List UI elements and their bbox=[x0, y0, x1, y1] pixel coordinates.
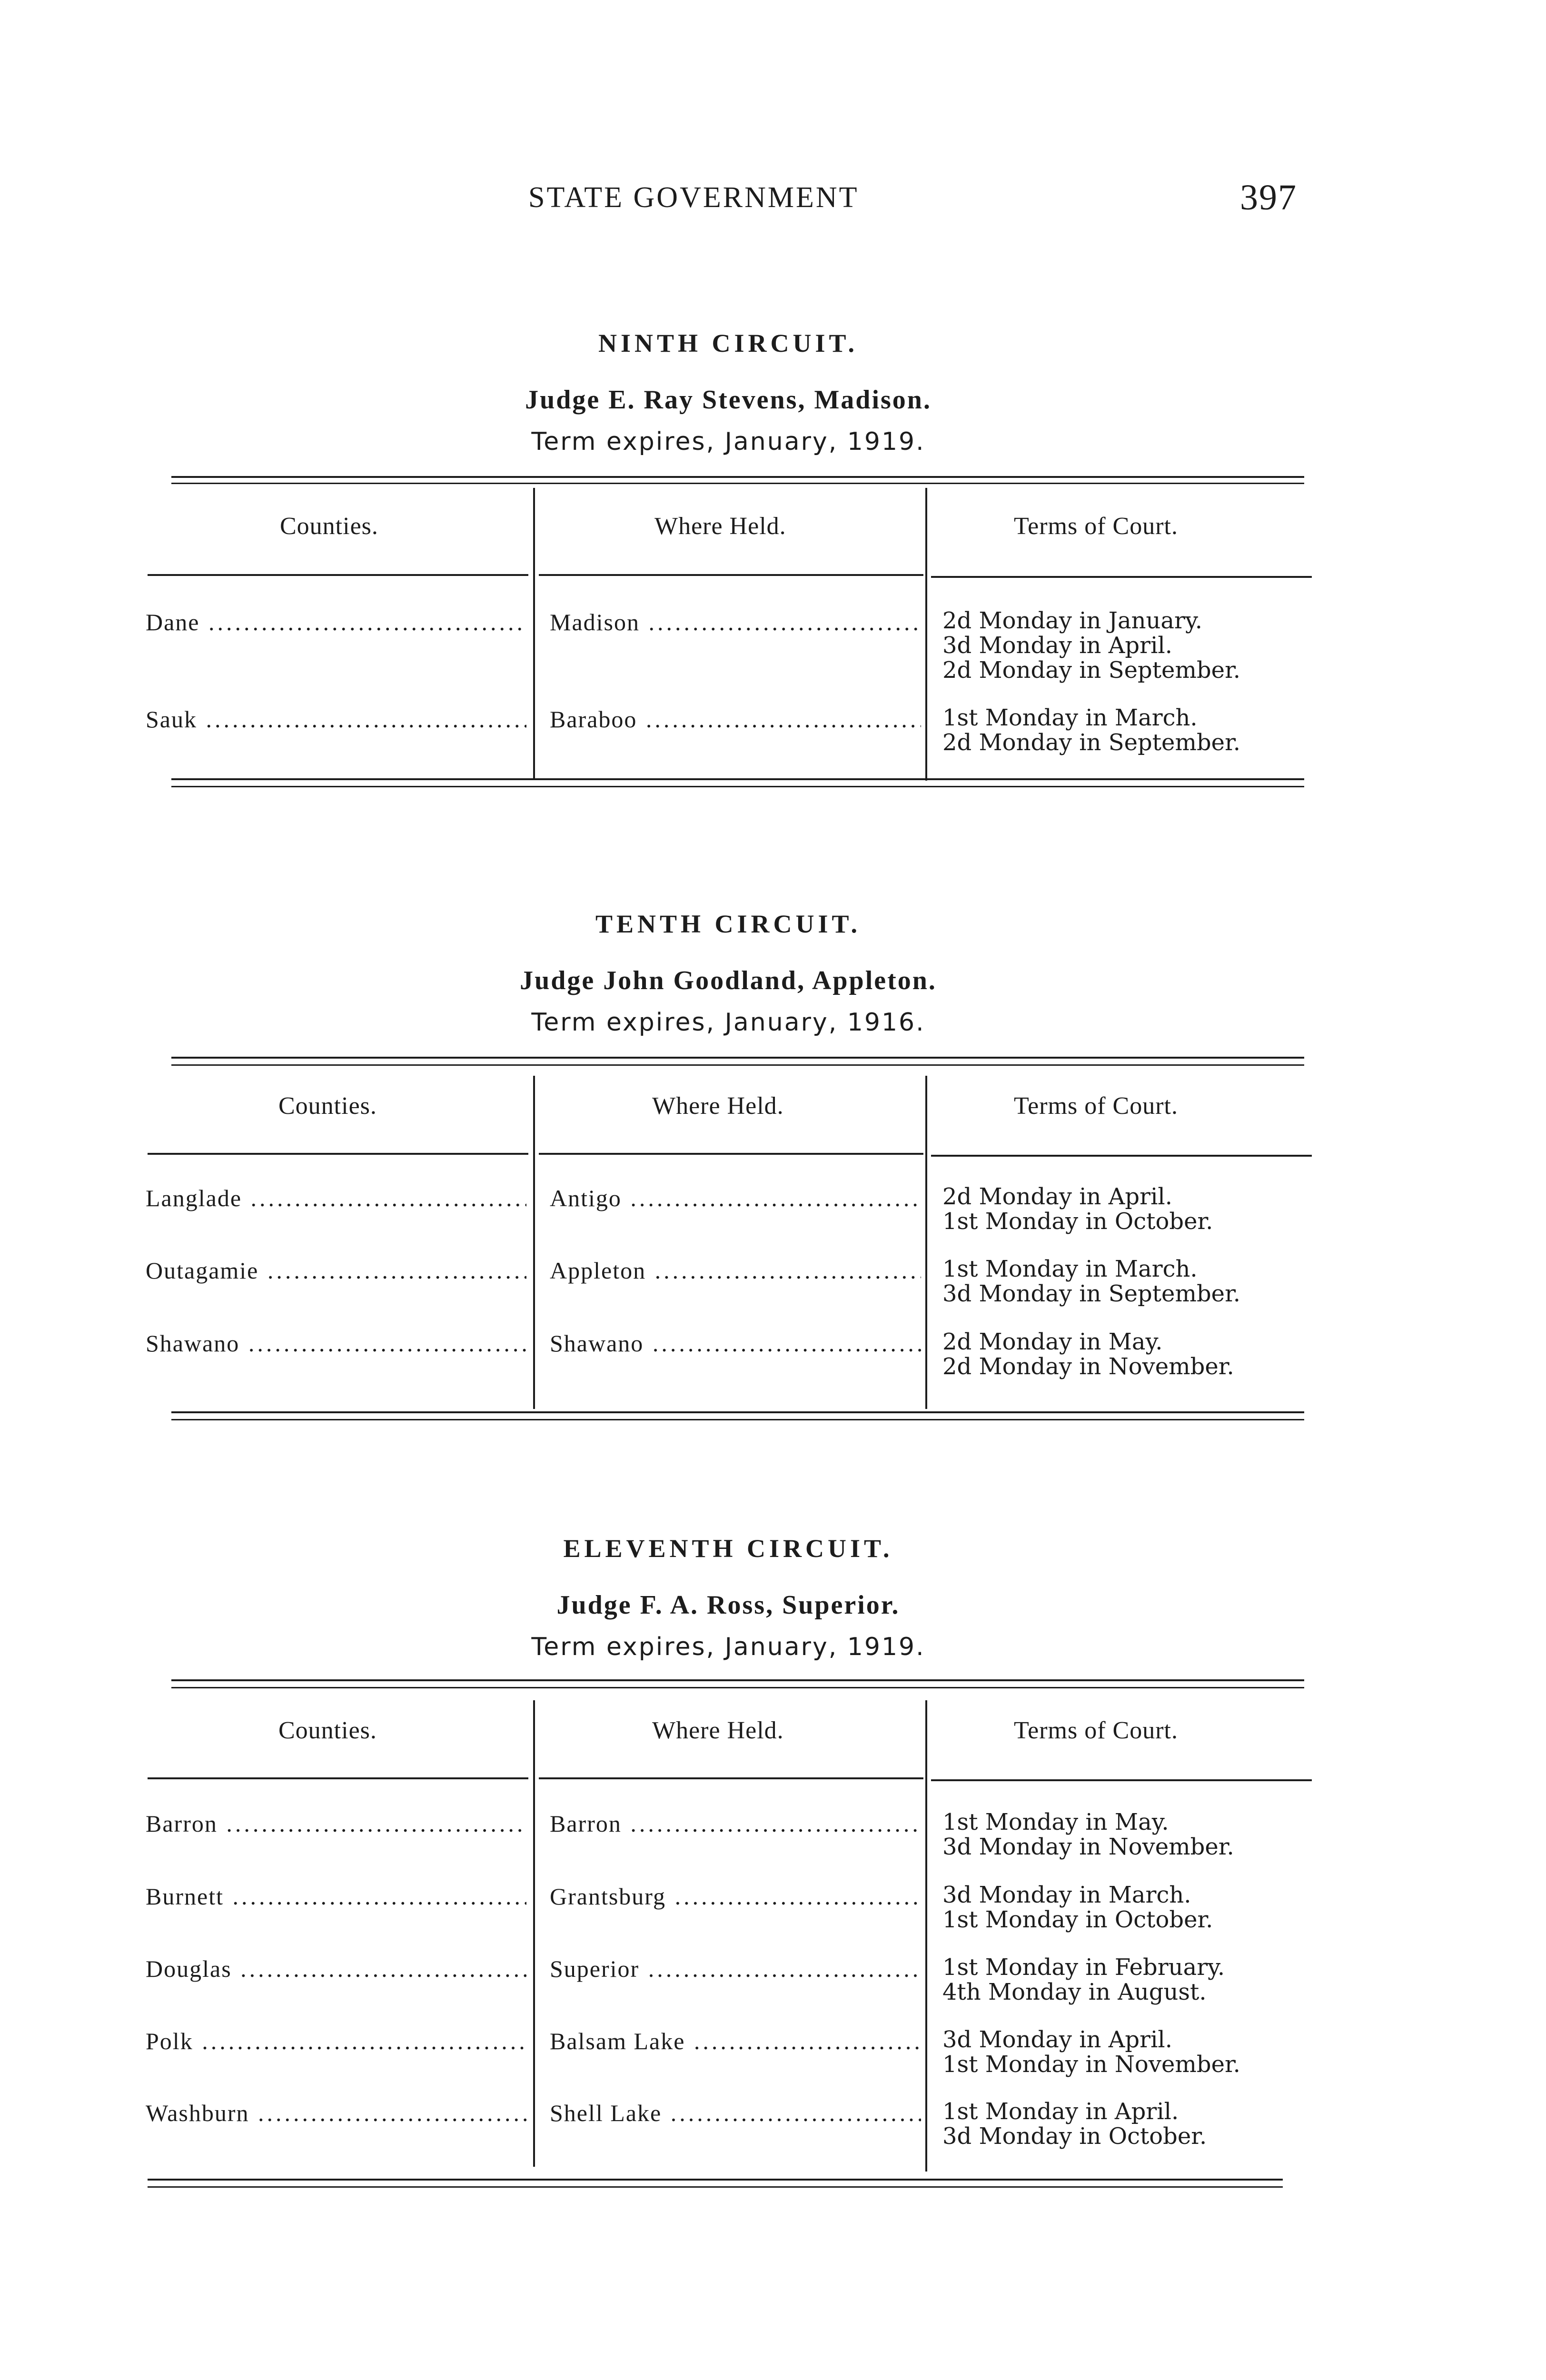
where-held: Antigo ..... bbox=[550, 1184, 921, 1212]
header-underline bbox=[931, 1155, 1312, 1157]
table-top-rule-second bbox=[171, 483, 1304, 484]
where-held: Superior ..... bbox=[550, 1955, 921, 1983]
county-name: Barron ..... bbox=[146, 1810, 526, 1837]
where-held: Madison ..... bbox=[550, 608, 921, 636]
where-held: Grantsburg ..... bbox=[550, 1883, 921, 1910]
term-line: 3d Monday in March. bbox=[942, 1882, 1191, 1908]
header-where-held: Where Held. bbox=[652, 1092, 784, 1120]
header-counties: Counties. bbox=[278, 1092, 377, 1120]
term-line: 1st Monday in October. bbox=[942, 1906, 1213, 1933]
column-divider bbox=[925, 1700, 927, 2172]
term-line: 3d Monday in April. bbox=[942, 632, 1173, 659]
term-line: 1st Monday in November. bbox=[942, 2051, 1240, 2078]
term-line: 1st Monday in March. bbox=[942, 704, 1198, 731]
table-top-rule-second bbox=[171, 1064, 1304, 1066]
page-number: 397 bbox=[1240, 178, 1297, 218]
county-name: Washburn ..... bbox=[146, 2099, 526, 2127]
table-bottom-rule-second bbox=[171, 786, 1304, 787]
header-underline bbox=[148, 574, 528, 576]
header-terms-of-court: Terms of Court. bbox=[1014, 1092, 1178, 1120]
circuit-table bbox=[0, 1071, 1546, 1414]
term-expires: Term expires, January, 1916. bbox=[531, 1008, 925, 1037]
term-line: 1st Monday in May. bbox=[942, 1809, 1169, 1835]
column-divider bbox=[533, 488, 535, 778]
judge-name: Judge F. A. Ross, Superior. bbox=[556, 1590, 900, 1620]
term-line: 1st Monday in April. bbox=[942, 2098, 1179, 2125]
header-where-held: Where Held. bbox=[652, 1717, 784, 1744]
table-top-rule-second bbox=[171, 1687, 1304, 1688]
terms-of-court bbox=[942, 2099, 1207, 2149]
circuit-section-tenth bbox=[0, 909, 1546, 1433]
terms-of-court bbox=[942, 1257, 1240, 1306]
header-underline bbox=[931, 1779, 1312, 1781]
term-line: 2d Monday in September. bbox=[942, 729, 1241, 756]
county-name: Outagamie ..... bbox=[146, 1257, 526, 1284]
column-divider bbox=[533, 1700, 535, 2167]
where-held: Balsam Lake ..... bbox=[550, 2027, 921, 2055]
circuit-title: TENTH CIRCUIT. bbox=[595, 910, 862, 938]
table-top-rule bbox=[171, 476, 1304, 478]
header-terms-of-court: Terms of Court. bbox=[1014, 1717, 1178, 1744]
header-underline bbox=[148, 1777, 528, 1779]
circuit-table bbox=[0, 1696, 1546, 2172]
where-held: Shawano ..... bbox=[550, 1329, 921, 1357]
terms-of-court bbox=[942, 2027, 1240, 2077]
terms-of-court bbox=[942, 1184, 1213, 1234]
circuit-section-eleventh bbox=[0, 1534, 1546, 2210]
term-line: 3d Monday in November. bbox=[942, 1834, 1234, 1860]
circuit-title: ELEVENTH CIRCUIT. bbox=[563, 1534, 893, 1563]
term-expires: Term expires, January, 1919. bbox=[531, 1633, 925, 1661]
where-held: Shell Lake ..... bbox=[550, 2099, 921, 2127]
judge-name: Judge John Goodland, Appleton. bbox=[520, 966, 937, 995]
term-line: 2d Monday in September. bbox=[942, 657, 1241, 684]
table-bottom-rule bbox=[148, 2179, 1283, 2181]
terms-of-court bbox=[942, 1810, 1234, 1859]
term-line: 2d Monday in April. bbox=[942, 1183, 1173, 1210]
column-divider bbox=[533, 1076, 535, 1409]
county-name: Burnett ..... bbox=[146, 1883, 526, 1910]
terms-of-court bbox=[942, 1329, 1234, 1379]
county-name: Douglas ..... bbox=[146, 1955, 526, 1983]
term-line: 1st Monday in March. bbox=[942, 1256, 1198, 1282]
header-underline bbox=[539, 574, 923, 576]
header-where-held: Where Held. bbox=[654, 513, 786, 540]
header-counties: Counties. bbox=[280, 513, 378, 540]
terms-of-court bbox=[942, 608, 1240, 683]
header-underline bbox=[931, 576, 1312, 578]
terms-of-court bbox=[942, 705, 1240, 755]
where-held: Appleton ..... bbox=[550, 1257, 921, 1284]
term-expires: Term expires, January, 1919. bbox=[531, 427, 925, 456]
term-line: 1st Monday in February. bbox=[942, 1954, 1225, 1981]
term-line: 1st Monday in October. bbox=[942, 1208, 1213, 1235]
circuit-section-ninth bbox=[0, 328, 1546, 804]
header-terms-of-court: Terms of Court. bbox=[1014, 513, 1178, 540]
terms-of-court bbox=[942, 1955, 1225, 2004]
county-name: Langlade ..... bbox=[146, 1184, 526, 1212]
table-bottom-rule bbox=[171, 778, 1304, 780]
running-head: STATE GOVERNMENT bbox=[528, 181, 859, 214]
column-divider bbox=[925, 488, 927, 781]
circuit-title: NINTH CIRCUIT. bbox=[598, 329, 859, 357]
term-line: 3d Monday in April. bbox=[942, 2026, 1173, 2053]
where-held: Baraboo ..... bbox=[550, 705, 921, 733]
header-underline bbox=[539, 1153, 923, 1155]
term-line: 3d Monday in October. bbox=[942, 2123, 1207, 2150]
term-line: 4th Monday in August. bbox=[942, 1979, 1207, 2005]
county-name: Polk ..... bbox=[146, 2027, 526, 2055]
header-underline bbox=[148, 1153, 528, 1155]
table-bottom-rule-second bbox=[148, 2186, 1283, 2188]
where-held: Barron ..... bbox=[550, 1810, 921, 1837]
county-name: Dane ..... bbox=[146, 608, 526, 636]
term-line: 2d Monday in January. bbox=[942, 607, 1202, 634]
table-top-rule bbox=[171, 1057, 1304, 1059]
header-underline bbox=[539, 1777, 923, 1779]
circuit-table bbox=[0, 486, 1546, 756]
county-name: Shawano ..... bbox=[146, 1329, 526, 1357]
header-counties: Counties. bbox=[278, 1717, 377, 1744]
judge-name: Judge E. Ray Stevens, Madison. bbox=[525, 385, 932, 415]
term-line: 2d Monday in May. bbox=[942, 1329, 1163, 1355]
table-top-rule bbox=[171, 1679, 1304, 1681]
table-bottom-rule-second bbox=[171, 1419, 1304, 1420]
table-bottom-rule bbox=[171, 1411, 1304, 1413]
term-line: 3d Monday in September. bbox=[942, 1280, 1241, 1307]
term-line: 2d Monday in November. bbox=[942, 1353, 1234, 1380]
terms-of-court bbox=[942, 1883, 1213, 1932]
county-name: Sauk ..... bbox=[146, 705, 526, 733]
column-divider bbox=[925, 1076, 927, 1409]
